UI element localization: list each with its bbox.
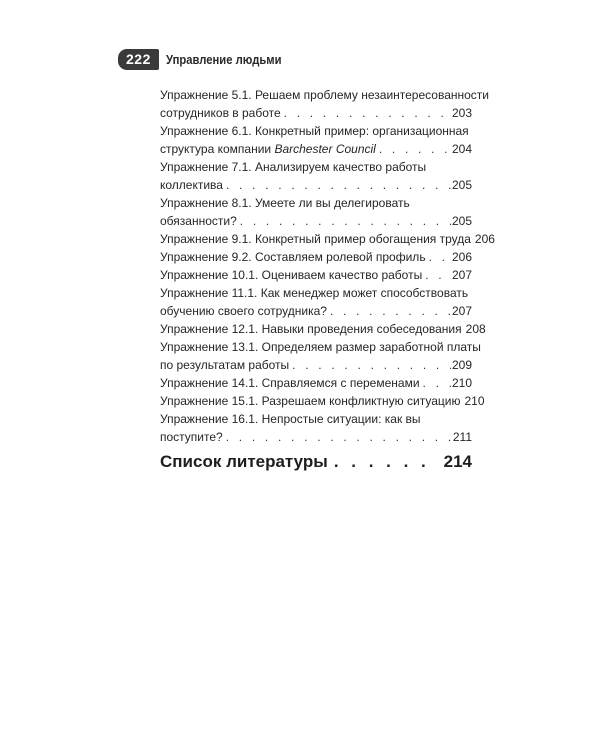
dot-leader: [423, 374, 451, 392]
toc-entry-title: Упражнение 15.1. Разрешаем конфликтную ситуацию: [160, 394, 461, 408]
toc-entry[interactable]: [160, 122, 472, 158]
table-of-contents: [160, 86, 495, 446]
running-title: Управление людьми: [165, 52, 282, 67]
toc-page-number: 205: [451, 214, 472, 228]
toc-entry[interactable]: [160, 248, 472, 266]
dot-leader: [226, 428, 452, 446]
toc-entry[interactable]: [160, 230, 495, 248]
toc-entry-title-cont: обучению своего сотрудника?: [160, 304, 327, 318]
toc-entry[interactable]: [160, 86, 490, 122]
toc-entry-title-cont: поступите?: [160, 430, 223, 444]
toc-entry-title-cont: сотрудников в работе: [160, 106, 281, 120]
toc-entry-title: Упражнение 6.1. Конкретный пример: организационная: [160, 124, 469, 138]
bibliography-page-number: 214: [443, 452, 472, 471]
toc-page-number: 210: [451, 376, 472, 390]
toc-entry[interactable]: [160, 338, 481, 374]
toc-entry-title: Упражнение 9.1. Конкретный пример обогащения труда: [160, 232, 471, 246]
dot-leader: [429, 248, 451, 266]
bibliography-entry[interactable]: [160, 452, 472, 472]
toc-entry-title: Упражнение 16.1. Непростые ситуации: как вы: [160, 412, 421, 426]
running-header: [118, 49, 294, 70]
toc-entry[interactable]: [160, 374, 472, 392]
toc-page-number: 208: [465, 322, 486, 336]
toc-page-number: 206: [451, 250, 472, 264]
dot-leader: [425, 266, 451, 284]
toc-entry-title: Упражнение 13.1. Определяем размер заработной платы: [160, 340, 481, 354]
toc-page-number: 203: [451, 106, 472, 120]
dot-leader: [240, 212, 451, 230]
toc-entry-title-cont: [160, 140, 376, 158]
page-number-badge: 222: [118, 49, 159, 70]
dot-leader: [334, 452, 438, 472]
toc-entry-title-cont: по результатам работы: [160, 358, 290, 372]
toc-entry[interactable]: [160, 194, 472, 230]
toc-page-number: 204: [451, 142, 472, 156]
toc-page-number: 207: [451, 268, 472, 282]
toc-entry-title: Упражнение 10.1. Оцениваем качество работы: [160, 268, 423, 282]
toc-entry-title: Упражнение 14.1. Справляемся с переменами: [160, 376, 420, 390]
toc-page-number: 211: [452, 430, 472, 444]
toc-entry-title: Упражнение 8.1. Умеете ли вы делегировать: [160, 196, 410, 210]
toc-entry[interactable]: [160, 320, 486, 338]
toc-entry-title: Упражнение 12.1. Навыки проведения собеседования: [160, 322, 462, 336]
toc-entry-title: Упражнение 5.1. Решаем проблему незаинтересованности: [160, 88, 490, 102]
toc-entry-title-italic: Barchester Council: [274, 142, 376, 156]
toc-entry-title: Упражнение 11.1. Как менеджер может способствовать: [160, 286, 469, 300]
toc-page-number: 205: [451, 178, 472, 192]
toc-entry-title: Упражнение 7.1. Анализируем качество работы: [160, 160, 427, 174]
dot-leader: [330, 302, 451, 320]
toc-entry[interactable]: [160, 284, 472, 320]
toc-page-number: 207: [451, 304, 472, 318]
toc-entry-title-prefix: структура компании: [160, 142, 275, 156]
bibliography-label: Список литературы: [160, 452, 328, 471]
toc-entry[interactable]: [160, 158, 472, 194]
toc-entry[interactable]: [160, 266, 472, 284]
dot-leader: [284, 104, 451, 122]
toc-page-number: 209: [451, 358, 472, 372]
dot-leader: [226, 176, 451, 194]
toc-entry-title-cont: обязанности?: [160, 214, 237, 228]
toc-entry-title-cont: коллектива: [160, 178, 223, 192]
toc-entry-title: Упражнение 9.2. Составляем ролевой профиль: [160, 250, 426, 264]
toc-entry[interactable]: [160, 392, 485, 410]
dot-leader: [292, 356, 451, 374]
toc-page-number: 210: [464, 394, 485, 408]
dot-leader: [379, 140, 451, 158]
toc-page-number: 206: [474, 232, 495, 246]
toc-entry[interactable]: [160, 410, 472, 446]
